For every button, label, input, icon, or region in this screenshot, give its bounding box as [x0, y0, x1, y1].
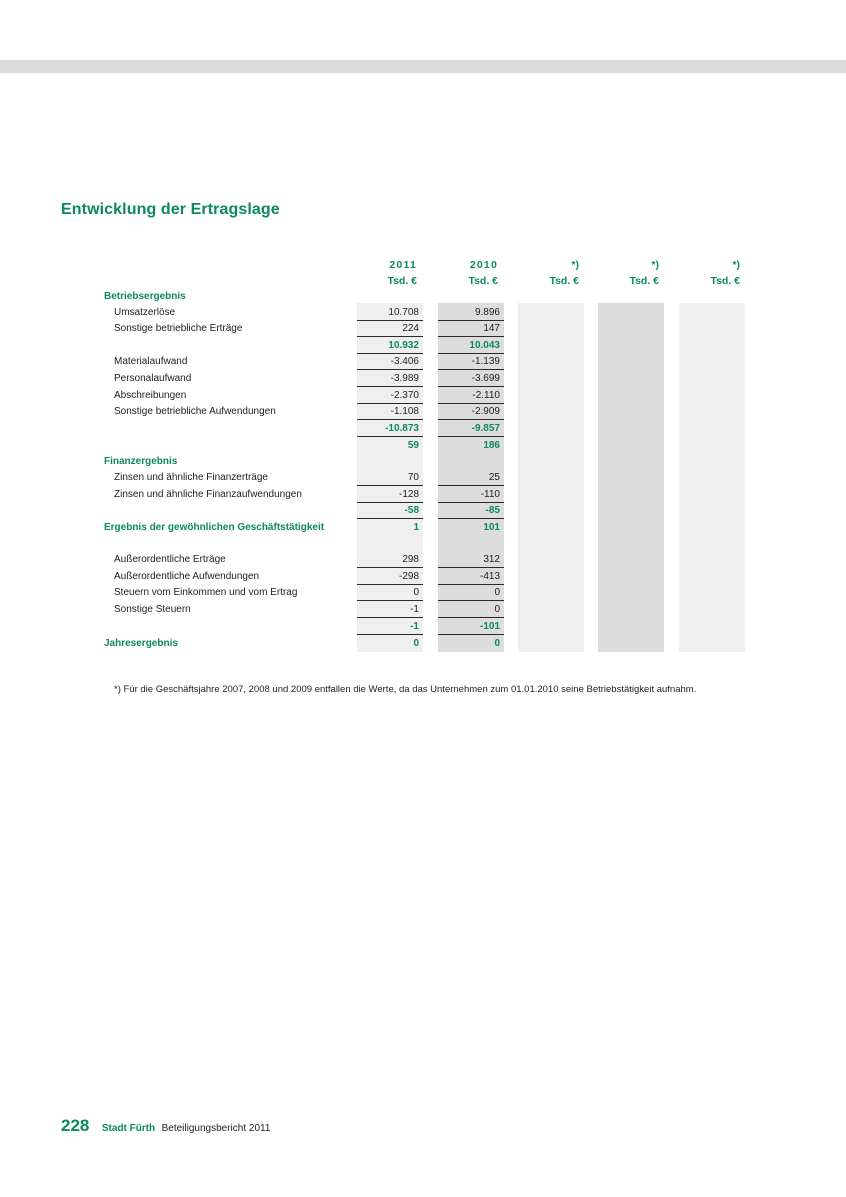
value-2010: 25 — [438, 470, 504, 486]
value-2010: -2.909 — [438, 404, 504, 420]
value-2011: -58 — [357, 503, 423, 519]
value-2010: -1.139 — [438, 354, 504, 370]
value-2011: -128 — [357, 487, 423, 503]
value-2011: -1 — [357, 619, 423, 635]
row-label: Zinsen und ähnliche Finanzaufwendungen — [114, 489, 302, 500]
row-label: Betriebsergebnis — [104, 291, 186, 302]
value-2011: 298 — [357, 552, 423, 568]
column-header-year: 2011 — [389, 259, 417, 271]
table-row-subtotal — [0, 338, 846, 354]
value-2011: 10.932 — [357, 338, 423, 354]
column-header-year: *) — [732, 259, 740, 271]
table-row — [0, 470, 846, 486]
value-2010: 147 — [438, 321, 504, 337]
value-2010: 312 — [438, 552, 504, 568]
column-header-year: *) — [651, 259, 659, 271]
row-label: Finanzergebnis — [104, 456, 178, 467]
row-label: Personalaufwand — [114, 373, 192, 384]
footer-report-title: Beteiligungsbericht 2011 — [161, 1123, 271, 1134]
table-row — [0, 371, 846, 387]
value-2010: -101 — [438, 619, 504, 635]
table-row-result — [0, 438, 846, 454]
column-header-unit: Tsd. € — [468, 275, 498, 287]
table-row — [0, 487, 846, 503]
value-2011: 1 — [413, 522, 419, 533]
table-row — [0, 454, 846, 470]
column-header-unit: Tsd. € — [629, 275, 659, 287]
table-row — [0, 569, 846, 585]
footnote: *) Für die Geschäftsjahre 2007, 2008 und 2009 entfallen die Werte, da das Unternehmen zum 01.01.2010 seine Betriebstätigkeit aufnahm. — [114, 684, 697, 695]
value-2010: 186 — [483, 440, 500, 451]
value-2010: -85 — [438, 503, 504, 519]
column-header-year: *) — [571, 259, 579, 271]
row-label: Ergebnis der gewöhnlichen Geschäftstätigkeit — [104, 522, 325, 533]
table-row — [0, 388, 846, 404]
value-2010: 9.896 — [438, 305, 504, 321]
table-row — [0, 289, 846, 305]
value-2011: -3.406 — [357, 354, 423, 370]
table-row-subtotal — [0, 503, 846, 519]
value-2011: -10.873 — [357, 421, 423, 437]
row-label: Abschreibungen — [114, 390, 187, 401]
row-label: Zinsen und ähnliche Finanzerträge — [114, 472, 268, 483]
value-2010: -413 — [438, 569, 504, 585]
value-2010: -110 — [438, 487, 504, 503]
footer-brand: Stadt Fürth — [101, 1123, 156, 1134]
row-label: Steuern vom Einkommen und vom Ertrag — [114, 587, 298, 598]
value-2010: -2.110 — [438, 388, 504, 404]
column-header-unit: Tsd. € — [710, 275, 740, 287]
value-2011: -1 — [357, 602, 423, 618]
row-label: Sonstige betriebliche Erträge — [114, 323, 243, 334]
page-title: Entwicklung der Ertragslage — [61, 201, 280, 218]
row-label: Materialaufwand — [114, 356, 188, 367]
value-2010: 0 — [494, 638, 500, 649]
row-label: Sonstige Steuern — [114, 604, 191, 615]
value-2011: -3.989 — [357, 371, 423, 387]
column-header-unit: Tsd. € — [549, 275, 579, 287]
table-row-subtotal — [0, 421, 846, 437]
value-2011: -2.370 — [357, 388, 423, 404]
table-row-result — [0, 520, 846, 536]
table-row-result — [0, 636, 846, 652]
table-row — [0, 404, 846, 420]
table-row-subtotal — [0, 619, 846, 635]
value-2011: 70 — [357, 470, 423, 486]
value-2011: 10.708 — [357, 305, 423, 321]
table-row — [0, 321, 846, 337]
value-2010: 0 — [438, 602, 504, 618]
value-2011: 59 — [407, 440, 419, 451]
value-2011: -298 — [357, 569, 423, 585]
value-2011: 0 — [413, 638, 419, 649]
row-label: Außerordentliche Erträge — [114, 554, 226, 565]
row-label: Sonstige betriebliche Aufwendungen — [114, 406, 276, 417]
column-header-year: 2010 — [469, 259, 498, 271]
value-2011: 0 — [357, 585, 423, 601]
value-2011: 224 — [357, 321, 423, 337]
value-2010: 101 — [483, 522, 500, 533]
value-2010: 10.043 — [438, 338, 504, 354]
table-row — [0, 602, 846, 618]
value-2011: -1.108 — [357, 404, 423, 420]
top-divider-bar — [0, 60, 846, 73]
page-footer — [61, 1116, 270, 1136]
value-2010: -3.699 — [438, 371, 504, 387]
value-2010: 0 — [438, 585, 504, 601]
table-row — [0, 354, 846, 370]
row-label: Jahresergebnis — [104, 638, 178, 649]
value-2010: -9.857 — [438, 421, 504, 437]
row-label: Umsatzerlöse — [114, 307, 176, 318]
table-row — [0, 585, 846, 601]
table-row — [0, 305, 846, 321]
row-label: Außerordentliche Aufwendungen — [114, 571, 260, 582]
page-number: 228 — [61, 1116, 90, 1135]
table-row — [0, 552, 846, 568]
column-header-unit: Tsd. € — [387, 275, 417, 287]
